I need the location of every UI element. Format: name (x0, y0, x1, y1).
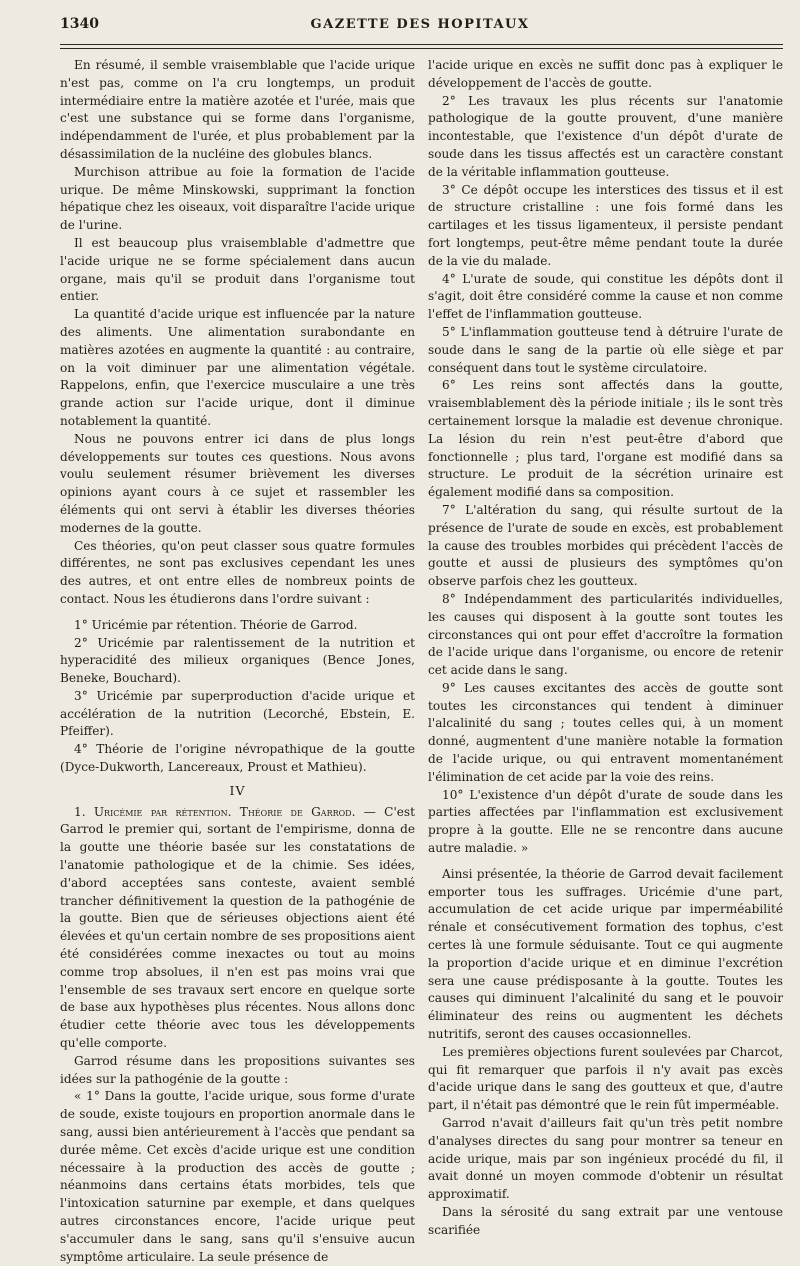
paragraph: 4° L'urate de soude, qui constitue les dépôts dont il s'agit, doit être considéré comme la cause et non comme l'effet de l'inflammation goutteuse. (428, 271, 783, 322)
paragraph: 5° L'inflammation goutteuse tend à détruire l'urate de soude dans le sang de la partie où elle siège et par conséquent dans tout le système circulatoire. (428, 324, 783, 375)
left-column (60, 57, 415, 1266)
section-paragraph (60, 804, 415, 1053)
paragraph: l'acide urique en excès ne suffit donc pas à expliquer le développement de l'accès de goutte. (428, 58, 783, 90)
paragraph: 7° L'altération du sang, qui résulte surtout de la présence de l'urate de soude en excès, est probablement la cause des troubles morbides qui précèdent l'accès de goutte et aussi de plusieurs des symptômes qu'on observe parfois chez les goutteux. (428, 502, 783, 589)
section-numeral: IV (229, 782, 246, 798)
paragraph: En résumé, il semble vraisemblable que l'acide urique n'est pas, comme on l'a cru longtemps, un produit intermédiaire entre la matière azotée et l'urée, mais que c'est une substance qui se forme dans l'organisme, indépendamment de l'urée, et plus probablement par la désassimilation de la nucléine des globules blancs. (60, 58, 415, 161)
paragraph: La quantité d'acide urique est influencée par la nature des aliments. Une alimentation surabondante en matières azotées en augmente la quantité : au contraire, on la voit diminuer par une alimentation végétale. Rappelons, enfin, que l'exercice musculaire a une très grande action sur l'acide urique, dont il diminue notablement la quantité. (60, 307, 415, 428)
paragraph: 8° Indépendamment des particularités individuelles, les causes qui disposent à la goutte sont toutes les circonstances qui ont pour effet d'accroître la formation de l'acide urique dans l'organisme, ou encore de retenir cet acide dans le sang. (428, 591, 783, 678)
theory-list-item: 2° Uricémie par ralentissement de la nutrition et hyperacidité des milieux organiques (Bence Jones, Beneke, Bouchard). (60, 635, 415, 686)
spacer (428, 858, 783, 866)
theory-list-item: 4° Théorie de l'origine névropathique de la goutte (Dyce-Dukworth, Lancereaux, Proust et Mathieu). (60, 742, 415, 775)
page-number: 1340 (60, 16, 99, 32)
theory-list-item: 1° Uricémie par rétention. Théorie de Garrod. (74, 617, 358, 632)
page-header (60, 14, 780, 44)
right-column (428, 57, 783, 1240)
spacer (60, 609, 415, 617)
paragraph: « 1° Dans la goutte, l'acide urique, sous forme d'urate de soude, existe toujours en proportion anormale dans le sang, aussi bien antérieurement à l'accès que pendant sa durée même. Cet excès d'acide urique est une condition nécessaire à la production des accès de goutte ; néanmoins dans certains états morbides, tels que l'intoxication saturnine par exemple, et dans quelques autres circonstances encore, l'acide urique peut s'accumuler dans le sang, sans qu'il s'ensuive aucun symptôme articulaire. La seule présence de (60, 1089, 415, 1264)
paragraph: 3° Ce dépôt occupe les interstices des tissus et il est de structure cristalline : une fois formé dans les cartilages et les tissus ligamenteux, il persiste pendant fort longtemps, peut-être même pendant toute la durée de la vie du malade. (428, 182, 783, 268)
header-rule-bottom (60, 48, 783, 49)
paragraph: 9° Les causes excitantes des accès de goutte sont toutes les circonstances qui tendent à diminuer l'alcalinité du sang ; toutes celles qui, à un moment donné, augmentent d'une manière notable la formation de l'acide urique, ou qui entravent momentanément l'élimination de cet acide par la voie des reins. (428, 680, 783, 784)
section-text: — C'est Garrod le premier qui, sortant de l'empirisme, donna de la goutte une théorie basée sur les constatations de l'anatomie pathologique et de la chimie. Ses idées, d'abord acceptées sans conteste, avaient semblé trancher définitivement la question de la pathogénie de la goutte. Bien que de sérieuses objections aient été élevées et qu'un certain nombre de ses propositions aient été considérées comme inexactes ou tout au moins comme trop absolues, il n'en est pas moins vrai que l'ensemble de ses travaux sert encore en quelque sorte de base aux hypothèses plus récentes. Nous allons donc étudier cette théorie avec tous les développements qu'elle comporte. (60, 804, 415, 1051)
paragraph: Garrod résume dans les propositions suivantes ses idées sur la pathogénie de la goutte : (60, 1053, 415, 1086)
journal-title: GAZETTE DES HOPITAUX (310, 17, 530, 32)
paragraph: Nous ne pouvons entrer ici dans de plus longs développements sur toutes ces questions. Nous avons voulu seulement résumer brièvement les diverses opinions ayant cours à ce sujet et rassembler les éléments qui ont servi à établir les diverses théories modernes de la goutte. (60, 431, 415, 535)
theory-list-item: 3° Uricémie par superproduction d'acide urique et accélération de la nutrition (Lecorché, Ebstein, E. Pfeiffer). (60, 688, 415, 739)
paragraph: 6° Les reins sont affectés dans la goutte, vraisemblablement dès la période initiale ; ils le sont très certainement lorsque la maladie est devenue chronique. La lésion du rein n'est peut-être d'abord que fonctionnelle ; plus tard, l'organe est modifié dans sa structure. Le produit de la sécrétion urinaire est également modifié dans sa composition. (428, 378, 783, 500)
paragraph: 10° L'existence d'un dépôt d'urate de soude dans les parties affectées par l'inflammation est exclusivement propre à la goutte. Elle ne se rencontre dans aucune autre maladie. » (428, 787, 783, 856)
paragraph: Ainsi présentée, la théorie de Garrod devait facilement emporter tous les suffrages. Uricémie d'une part, accumulation de cet acide urique par imperméabilité rénale et consécutivement formation des tophus, c'est certes là une formule séduisante. Tout ce qui augmente la proportion d'acide urique et en diminue l'excrétion sera une cause prédisposante à la goutte. Toutes les causes qui diminuent l'alcalinité du sang et le pouvoir éliminateur des reins ou augmentent les déchets nutritifs, seront des causes occasionnelles. (428, 866, 783, 1042)
paragraph: Ces théories, qu'on peut classer sous quatre formules différentes, ne sont pas exclusives cependant les unes des autres, et ont entre elles de nombreux points de contact. Nous les étudierons dans l'ordre suivant : (60, 538, 415, 606)
paragraph: Garrod n'avait d'ailleurs fait qu'un très petit nombre d'analyses directes du sang pour montrer sa teneur en acide urique, mais par son ingénieux procédé du fil, il avait donné un moyen commode d'obtenir un résultat approximatif. (428, 1116, 783, 1202)
paragraph: 2° Les travaux les plus récents sur l'anatomie pathologique de la goutte prouvent, d'une manière incontestable, que l'existence d'un dépôt d'urate de soude dans les tissus affectés est un caractère constant de la véritable inflammation goutteuse. (428, 93, 783, 179)
paragraph: Les premières objections furent soulevées par Charcot, qui fit remarquer que parfois il n'y avait pas excès d'acide urique dans le sang des goutteux et que, d'autre part, il n'était pas démontré que le rein fût imperméable. (428, 1044, 783, 1113)
paragraph: Murchison attribue au foie la formation de l'acide urique. De même Minskowski, supprimant la fonction hépatique chez les oiseaux, voit disparaître l'acide urique de l'urine. (60, 164, 415, 233)
paragraph: Dans la sérosité du sang extrait par une ventouse scarifiée (428, 1205, 783, 1237)
header-rule-top (60, 44, 783, 45)
section-lead: 1. Uricémie par rétention. Théorie de Garrod. (74, 804, 356, 819)
paragraph: Il est beaucoup plus vraisemblable d'admettre que l'acide urique ne se forme spécialement dans aucun organe, mais qu'il se produit dans l'organisme tout entier. (60, 235, 415, 304)
